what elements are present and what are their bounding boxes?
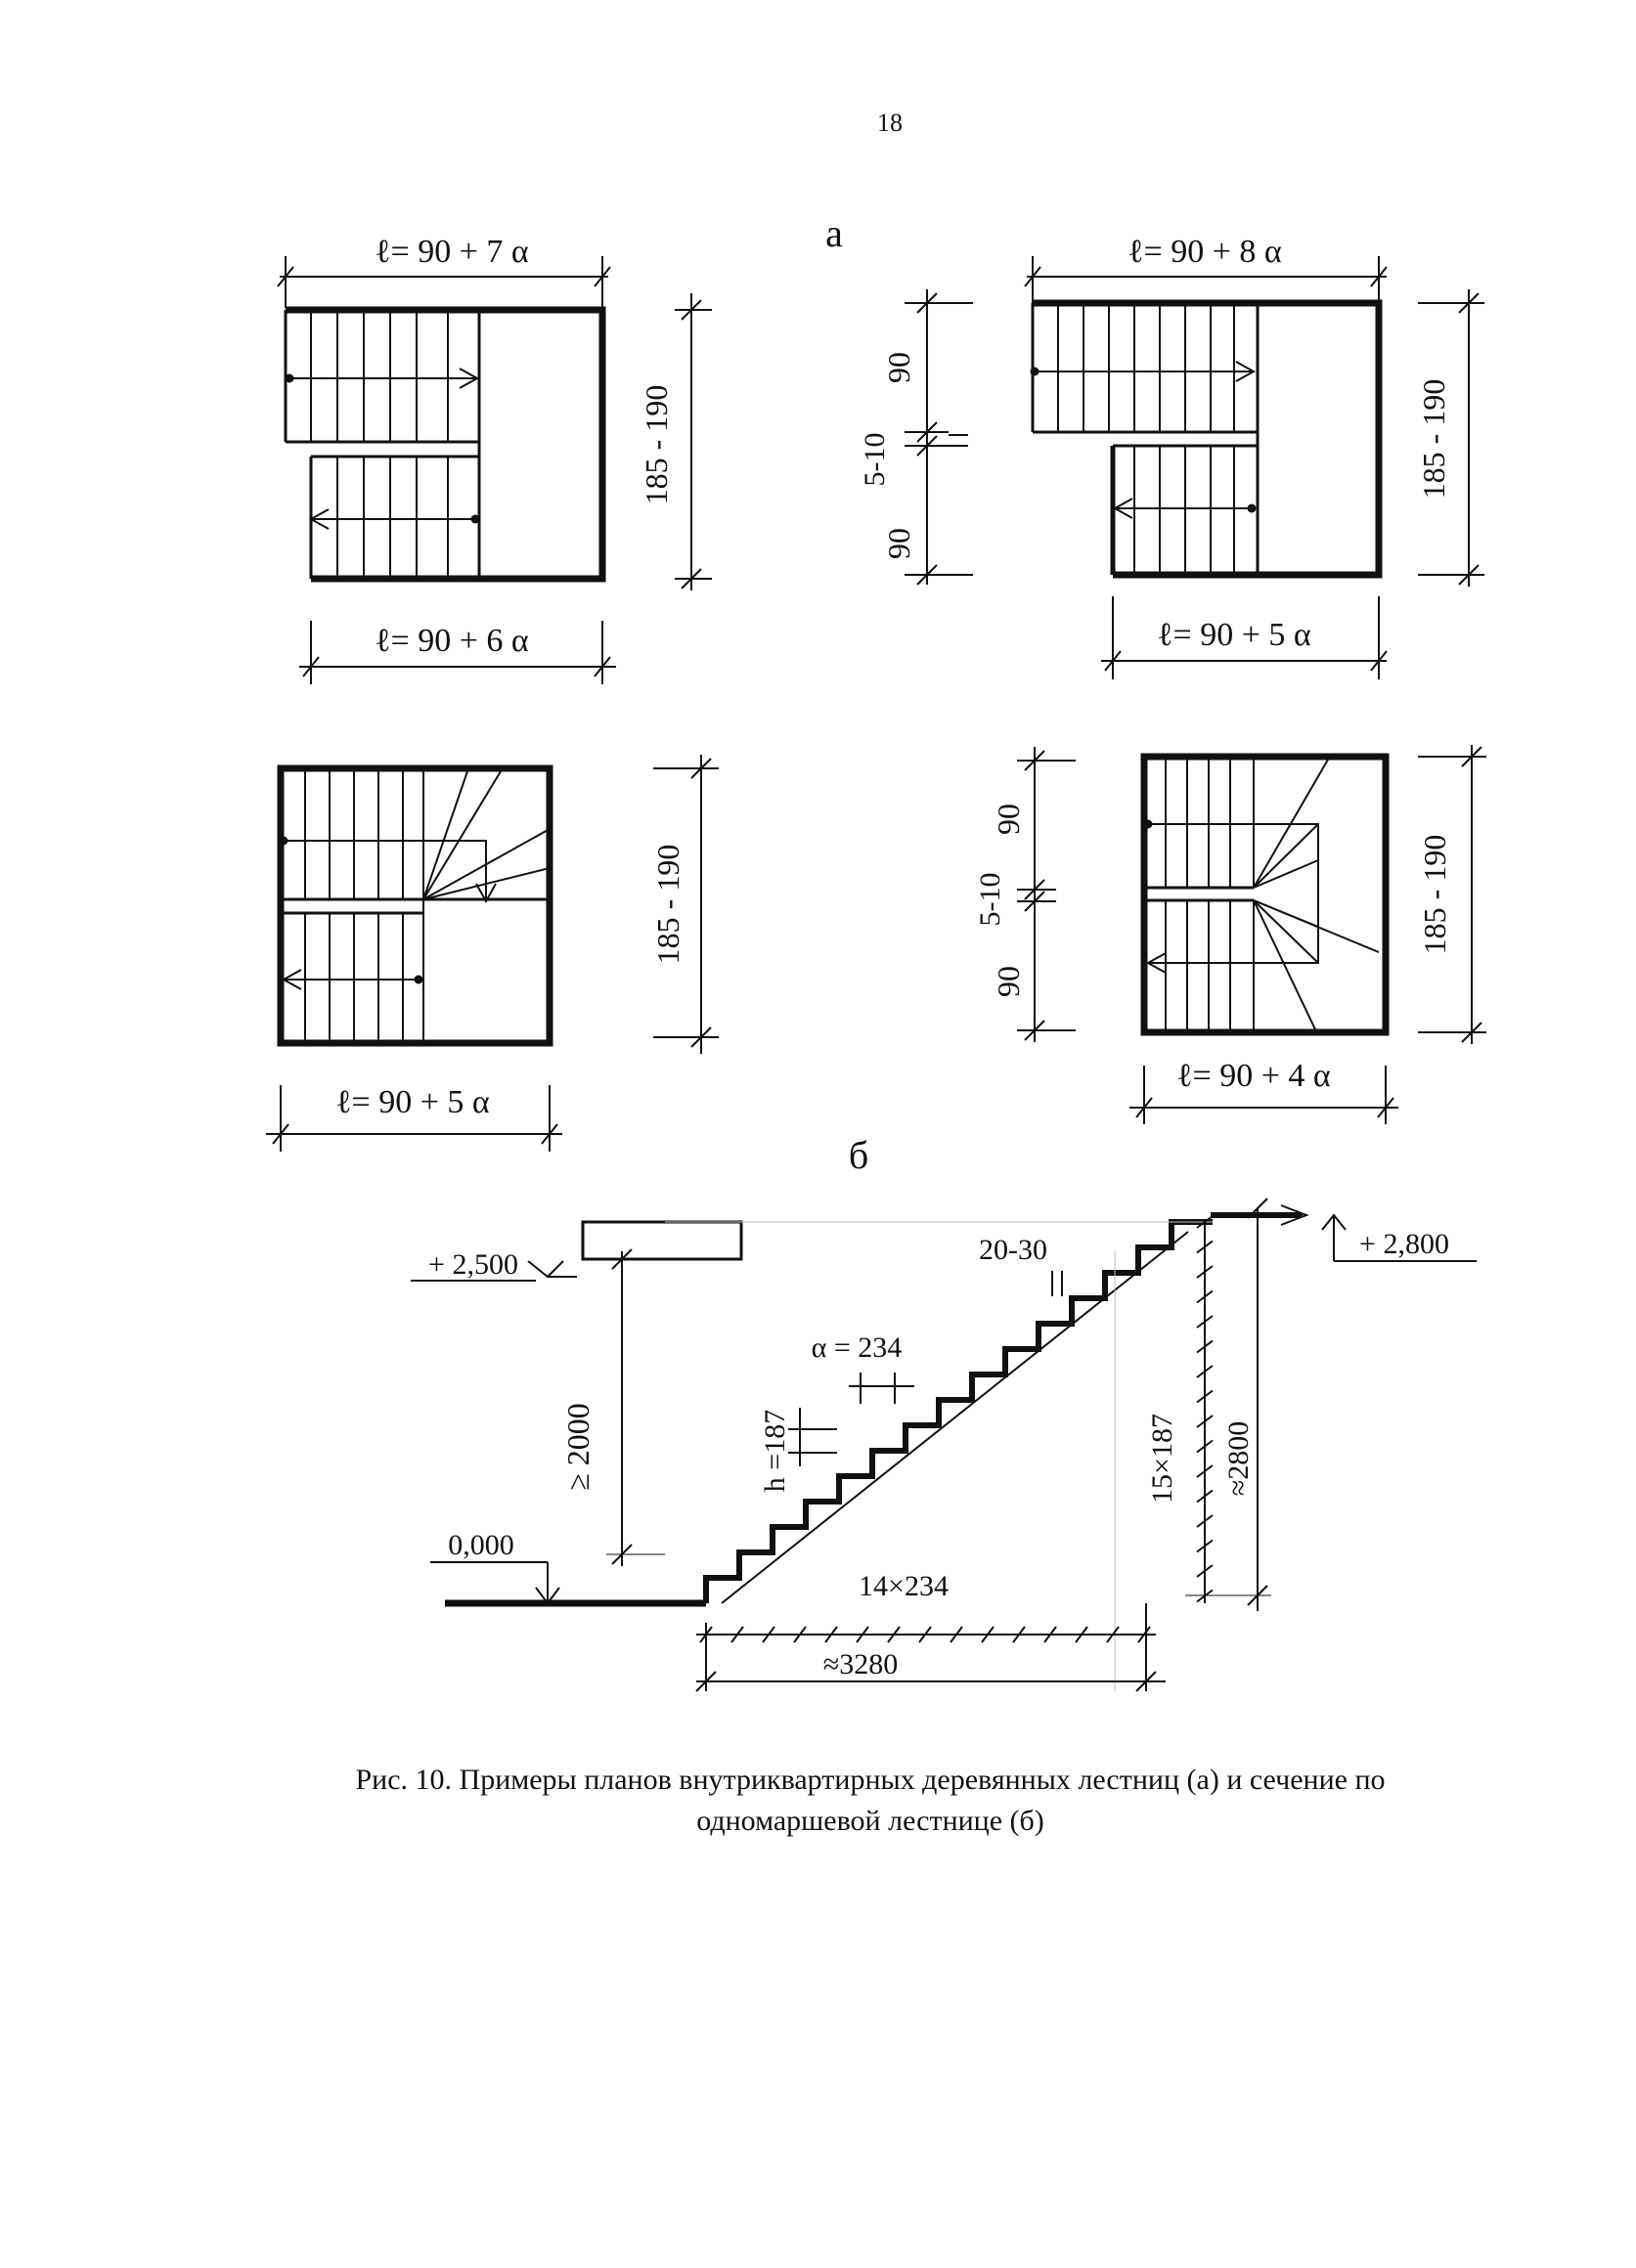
- plan4-flight1-dim: 90: [991, 804, 1026, 835]
- nosing-dim: 20-30: [979, 1234, 1047, 1266]
- plan1-bottom-dim: ℓ= 90 + 6 α: [375, 623, 529, 659]
- clearance-dim: ≥ 2000: [560, 1403, 596, 1491]
- plan4-height-dim: 185 - 190: [1417, 834, 1452, 955]
- tread-dim: α = 234: [811, 1331, 903, 1364]
- plan-2: [859, 234, 1484, 679]
- plan2-flight2-dim: 90: [881, 528, 916, 559]
- risers-total-dim: 15×187: [1146, 1414, 1178, 1504]
- plan4-gap-dim: 5-10: [974, 872, 1006, 927]
- section-a-label: а: [825, 211, 843, 255]
- section-b-label: б: [848, 1133, 869, 1177]
- level-upper-left: + 2,500: [428, 1248, 518, 1281]
- caption-line-2: одномаршевой лестнице (б): [696, 1805, 1044, 1837]
- plan4-flight2-dim: 90: [991, 966, 1026, 997]
- page-number: 18: [877, 109, 903, 137]
- level-upper-right: + 2,800: [1359, 1228, 1449, 1260]
- plan2-bottom-dim: ℓ= 90 + 5 α: [1157, 617, 1311, 653]
- plan-3: [266, 755, 719, 1152]
- plan1-top-dim: ℓ= 90 + 7 α: [375, 234, 529, 270]
- length-total-dim: ≈3280: [822, 1648, 899, 1680]
- plan-1: [278, 234, 712, 684]
- level-floor: 0,000: [448, 1529, 514, 1561]
- caption-line-1: Рис. 10. Примеры планов внутриквартирных деревянных лестниц (а) и сечение по: [355, 1764, 1386, 1796]
- plan2-height-dim: 185 - 190: [1416, 378, 1451, 500]
- figure-caption: [235, 1760, 1506, 1842]
- plan2-top-dim: ℓ= 90 + 8 α: [1128, 234, 1282, 270]
- plan-4: [974, 745, 1486, 1124]
- plan3-height-dim: 185 - 190: [650, 844, 685, 965]
- plan1-height-dim: 185 - 190: [639, 384, 674, 505]
- treads-total-dim: 14×234: [859, 1570, 949, 1602]
- plan3-bottom-dim: ℓ= 90 + 5 α: [335, 1084, 490, 1120]
- riser-dim: h =187: [759, 1409, 791, 1493]
- plan2-gap-dim: 5-10: [859, 432, 891, 487]
- height-total-dim: ≈2800: [1222, 1420, 1255, 1497]
- stair-section: [411, 1199, 1477, 1691]
- plan4-bottom-dim: ℓ= 90 + 4 α: [1176, 1058, 1331, 1094]
- plan2-flight1-dim: 90: [881, 352, 916, 383]
